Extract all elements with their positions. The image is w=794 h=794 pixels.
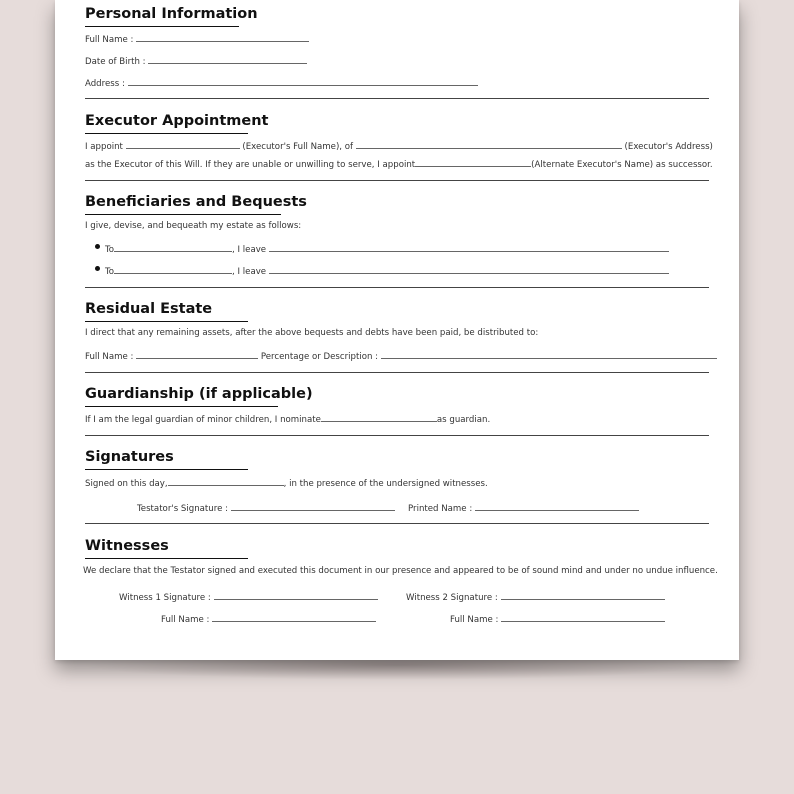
testator-sig-field[interactable]: [231, 501, 395, 511]
beneficiaries-heading: Beneficiaries and Bequests: [85, 193, 281, 215]
signed-day-suffix: , in the presence of the undersigned witnesses.: [283, 479, 488, 489]
executor-address-field[interactable]: [356, 139, 622, 149]
executor-name-hint: (Executor's Full Name), of: [242, 142, 354, 152]
residual-name-label: Full Name :: [85, 352, 134, 362]
bequest-leave-label: , I leave: [232, 245, 267, 255]
witness-2-name-field[interactable]: [501, 612, 665, 622]
address-field[interactable]: [128, 76, 478, 86]
appoint-text: I appoint: [85, 142, 123, 152]
section-divider: [85, 98, 709, 99]
beneficiaries-intro: I give, devise, and bequeath my estate as follows:: [85, 221, 302, 231]
full-name-field[interactable]: [136, 32, 309, 42]
witness-1-sig-field[interactable]: [214, 590, 378, 600]
section-divider: [85, 180, 709, 181]
witness-1-name-label: Full Name :: [161, 615, 210, 625]
bequest-item: [105, 242, 669, 256]
signed-day-text: Signed on this day,: [85, 479, 168, 489]
dob-field[interactable]: [148, 54, 307, 64]
witness-2-sig-row: [406, 590, 665, 604]
witness-1-name-field[interactable]: [212, 612, 376, 622]
witnesses-heading: Witnesses: [85, 537, 248, 559]
guardianship-heading: Guardianship (if applicable): [85, 385, 278, 407]
signed-day-row: [85, 476, 488, 490]
guardianship-suffix: as guardian.: [436, 415, 491, 425]
witness-1-sig-row: [119, 590, 378, 604]
residual-heading: Residual Estate: [85, 300, 248, 322]
guardianship-text: If I am the legal guardian of minor children, I nominate: [85, 415, 321, 425]
bullet-icon: [95, 244, 100, 249]
bequest-leave-label: , I leave: [232, 267, 267, 277]
signed-day-field[interactable]: [168, 476, 284, 486]
percentage-field[interactable]: [381, 349, 717, 359]
section-divider: [85, 372, 709, 373]
section-divider: [85, 435, 709, 436]
full-name-label: Full Name :: [85, 35, 134, 45]
witness-1-sig-label: Witness 1 Signature :: [119, 593, 211, 603]
personal-info-heading: Personal Information: [85, 5, 239, 27]
bequest-to-label: To: [105, 267, 115, 277]
bullet-icon: [95, 266, 100, 271]
witness-2-name-row: [450, 612, 665, 626]
testator-sig-label: Testator's Signature :: [137, 504, 229, 514]
bequest-item: [105, 264, 669, 278]
beneficiary-name-field[interactable]: [114, 242, 232, 252]
alternate-executor-hint: (Alternate Executor's Name) as successor.: [531, 160, 713, 170]
printed-name-label: Printed Name :: [408, 504, 473, 514]
bequest-to-label: To: [105, 245, 115, 255]
witness-2-sig-label: Witness 2 Signature :: [406, 593, 498, 603]
printed-name-row: [408, 501, 639, 515]
residual-name-field[interactable]: [136, 349, 258, 359]
bequest-description-field[interactable]: [269, 242, 669, 252]
address-label: Address :: [85, 79, 125, 89]
alternate-executor-field[interactable]: [415, 157, 531, 167]
executor-line-2: [85, 157, 713, 171]
printed-name-field[interactable]: [475, 501, 639, 511]
residual-fields-row: [85, 349, 717, 363]
dob-label: Date of Birth :: [85, 57, 146, 67]
executor-address-hint: (Executor's Address): [624, 142, 713, 152]
guardianship-row: [85, 412, 490, 426]
executor-heading: Executor Appointment: [85, 112, 248, 134]
dob-row: [85, 54, 307, 68]
residual-intro: I direct that any remaining assets, after the above bequests and debts have been paid, be distributed to:: [85, 328, 539, 338]
witness-2-name-label: Full Name :: [450, 615, 499, 625]
address-row: [85, 76, 478, 90]
percentage-label: Percentage or Description :: [260, 352, 379, 362]
section-divider: [85, 287, 709, 288]
executor-line-1: [85, 139, 713, 153]
full-name-row: [85, 32, 309, 46]
section-divider: [85, 523, 709, 524]
witness-2-sig-field[interactable]: [501, 590, 665, 600]
executor-name-field[interactable]: [126, 139, 240, 149]
witness-1-name-row: [161, 612, 376, 626]
beneficiary-name-field[interactable]: [114, 264, 232, 274]
witness-declaration: We declare that the Testator signed and executed this document in our presence and appeared to be of sound mind and under no undue influence.: [83, 566, 718, 576]
alternate-executor-text: as the Executor of this Will. If they are unable or unwilling to serve, I appoint: [85, 160, 416, 170]
testator-sig-row: [137, 501, 395, 515]
signatures-heading: Signatures: [85, 448, 248, 470]
bequest-description-field[interactable]: [269, 264, 669, 274]
guardian-name-field[interactable]: [321, 412, 437, 422]
